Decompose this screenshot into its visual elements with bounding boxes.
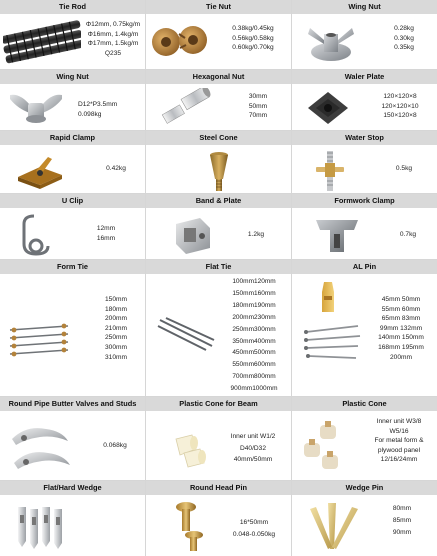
rapid-clamp-image xyxy=(12,151,68,191)
product-title: Wing Nut xyxy=(292,0,437,14)
wing-nut-image xyxy=(6,89,66,127)
spec-line: 200mm xyxy=(105,315,127,323)
spec-line: 140mm 150mm xyxy=(378,334,424,342)
spec-line: 0.30kg xyxy=(394,34,414,42)
spec-line: Inner unit W3/8 xyxy=(376,418,422,425)
spec-line: 85mm xyxy=(392,517,412,524)
product-title: Hexagonal Nut xyxy=(146,70,291,84)
hexagonal-nut-image xyxy=(156,88,216,128)
plastic-cone-specs xyxy=(362,417,436,465)
product-title: Band & Plate xyxy=(146,194,291,208)
spec-line: 120×120×10 xyxy=(381,102,419,110)
formwork-clamp-image xyxy=(308,212,366,256)
spec-line: 250mm300mm xyxy=(232,325,276,333)
product-title: Wing Nut xyxy=(0,70,145,84)
round-pipe-specs xyxy=(90,441,140,451)
steel-cone-image xyxy=(204,149,234,193)
product-title: Flat Tie xyxy=(146,260,291,274)
round-head-pin-image xyxy=(168,499,208,553)
spec-line: 70mm xyxy=(248,112,268,120)
product-cell-band-plate xyxy=(146,194,292,260)
spec-line: 180mm xyxy=(105,305,127,313)
product-cell-tie-rod xyxy=(0,0,146,70)
spec-line: 0.7kg xyxy=(399,231,417,238)
product-cell-round-head-pin xyxy=(146,481,292,556)
spec-line: 40mm/50mm xyxy=(233,456,273,463)
rapid-clamp-specs xyxy=(96,164,136,174)
product-title: Water Stop xyxy=(292,131,437,145)
al-pin-specs xyxy=(368,295,434,362)
spec-line: Q235 xyxy=(104,49,122,57)
product-cell-waler-plate xyxy=(292,70,437,131)
spec-line: 450mm500mm xyxy=(232,349,276,357)
product-cell-plastic-cone xyxy=(292,397,437,481)
spec-line: 99mm 132mm xyxy=(379,324,423,332)
spec-line: 168mm 195mm xyxy=(378,343,424,351)
spec-line: 0.068kg xyxy=(103,442,127,449)
tie-nut-specs xyxy=(216,24,290,53)
product-title: Plastic Cone xyxy=(292,397,437,411)
product-title: Formwork Clamp xyxy=(292,194,437,208)
plastic-cone-beam-image xyxy=(170,429,210,469)
form-tie-specs xyxy=(92,295,140,362)
tie-rod-image xyxy=(3,20,81,64)
spec-line: 0.38kg/0.45kg xyxy=(232,25,274,32)
flat-tie-specs xyxy=(218,276,290,395)
spec-line: 16mm xyxy=(96,234,116,242)
spec-line: 180mm190mm xyxy=(232,301,276,309)
spec-line: 30mm xyxy=(248,93,268,100)
product-title: Steel Cone xyxy=(146,131,291,145)
product-cell-steel-cone xyxy=(146,131,292,194)
spec-line: 1.2kg xyxy=(247,231,265,238)
product-cell-formwork-clamp xyxy=(292,194,437,260)
spec-line: 0.5kg xyxy=(395,165,413,172)
spec-line: 700mm800mm xyxy=(232,373,276,381)
waler-plate-specs xyxy=(364,92,436,121)
spec-line: 50mm xyxy=(248,102,268,110)
product-cell-wedge-pin xyxy=(292,481,437,556)
spec-line: 150mm xyxy=(105,296,127,303)
product-title: Flat/Hard Wedge xyxy=(0,481,145,495)
spec-line: 0.60kg/0.70kg xyxy=(232,44,274,52)
plastic-cone-image xyxy=(298,421,350,475)
round-pipe-image xyxy=(6,421,76,473)
product-cell-round-pipe xyxy=(0,397,146,481)
spec-line: 0.56kg/0.58kg xyxy=(232,34,274,42)
al-pin-image xyxy=(300,278,366,378)
band-plate-image xyxy=(170,214,216,256)
form-tie-image xyxy=(6,320,72,360)
spec-line: 12mm xyxy=(96,225,116,232)
spec-line: 0.28kg xyxy=(394,25,414,32)
product-cell-u-clip xyxy=(0,194,146,260)
water-stop-image xyxy=(312,149,348,193)
product-cell-flat-wedge xyxy=(0,481,146,556)
spec-line: 120×120×8 xyxy=(383,93,417,100)
formwork-clamp-specs xyxy=(388,230,428,240)
product-title: Form Tie xyxy=(0,260,145,274)
u-clip-image xyxy=(14,212,64,258)
u-clip-specs xyxy=(86,224,126,243)
spec-line: 150×120×8 xyxy=(383,112,417,120)
product-title: Plastic Cone for Beam xyxy=(146,397,291,411)
product-cell-tie-nut xyxy=(146,0,292,70)
product-title: Round Pipe Butter Valves and Studs xyxy=(0,397,145,411)
spec-line: 210mm xyxy=(105,324,127,332)
product-title: Tie Rod xyxy=(0,0,145,14)
product-cell-wing-nut xyxy=(0,70,146,131)
spec-line: 0.098kg xyxy=(78,110,102,118)
spec-line: 12/16/24mm xyxy=(380,456,418,464)
spec-line: For metal form & xyxy=(374,437,424,445)
flat-wedge-image xyxy=(14,501,70,551)
tie-rod-specs xyxy=(82,20,144,58)
product-cell-water-stop xyxy=(292,131,437,194)
spec-line: 900mm1000mm xyxy=(230,385,278,393)
wedge-pin-specs xyxy=(372,503,432,539)
wedge-pin-image xyxy=(300,499,364,553)
spec-line: 80mm xyxy=(392,505,412,512)
spec-line: Inner unit W1/2 xyxy=(230,433,276,440)
product-cell-form-tie xyxy=(0,260,146,397)
spec-line: 90mm xyxy=(392,529,412,536)
spec-line: 200mm xyxy=(390,353,412,361)
spec-line: 65mm 83mm xyxy=(381,315,421,323)
product-cell-al-pin xyxy=(292,260,437,397)
flat-tie-image xyxy=(156,316,216,352)
waler-plate-image xyxy=(302,88,354,128)
spec-line: D12*P3.5mm xyxy=(78,101,118,108)
spec-line: 250mm xyxy=(105,334,127,342)
plastic-cone-beam-specs xyxy=(216,431,290,466)
spec-line: D40/D32 xyxy=(239,444,267,452)
spec-line: W5/16 xyxy=(389,427,409,435)
water-stop-specs xyxy=(384,164,424,174)
spec-line: 0.42kg xyxy=(106,165,126,172)
product-cell-hexagonal-nut xyxy=(146,70,292,131)
wing-nut-top-specs xyxy=(374,24,434,53)
spec-line: 45mm 50mm xyxy=(381,296,421,303)
product-title: Wedge Pin xyxy=(292,481,437,495)
spec-line: 0.35kg xyxy=(394,44,414,52)
spec-line: 350mm400mm xyxy=(232,337,276,345)
round-head-pin-specs xyxy=(218,517,290,541)
spec-line: plywood panel xyxy=(377,446,421,454)
product-cell-flat-tie xyxy=(146,260,292,397)
spec-line: 100mm120mm xyxy=(232,278,276,285)
product-title: Waler Plate xyxy=(292,70,437,84)
spec-line: Φ17mm, 1.5kg/m xyxy=(87,40,139,48)
product-title: AL Pin xyxy=(292,260,437,274)
product-cell-wing-nut-top xyxy=(292,0,437,70)
product-title: Round Head Pin xyxy=(146,481,291,495)
product-title: Tie Nut xyxy=(146,0,291,14)
product-cell-rapid-clamp xyxy=(0,131,146,194)
spec-line: 550mm600mm xyxy=(232,361,276,369)
spec-line: 150mm160mm xyxy=(232,289,276,297)
spec-line: Φ12mm, 0.75kg/m xyxy=(85,21,141,28)
spec-line: 16*50mm xyxy=(239,519,269,526)
product-cell-plastic-cone-beam xyxy=(146,397,292,481)
band-plate-specs xyxy=(236,230,276,240)
spec-line: 0.048-0.050kg xyxy=(232,531,276,538)
spec-line: Φ16mm, 1.4kg/m xyxy=(87,30,139,38)
spec-line: 55mm 60mm xyxy=(381,305,421,313)
spec-line: 200mm230mm xyxy=(232,313,276,321)
wing-nut-image xyxy=(300,18,362,66)
tie-nut-image xyxy=(149,20,211,64)
product-title: Rapid Clamp xyxy=(0,131,145,145)
spec-line: 300mm xyxy=(105,343,127,351)
spec-line: 310mm xyxy=(105,353,127,361)
hexagonal-nut-specs xyxy=(226,92,290,121)
wing-nut-specs xyxy=(78,100,144,119)
product-title: U Clip xyxy=(0,194,145,208)
